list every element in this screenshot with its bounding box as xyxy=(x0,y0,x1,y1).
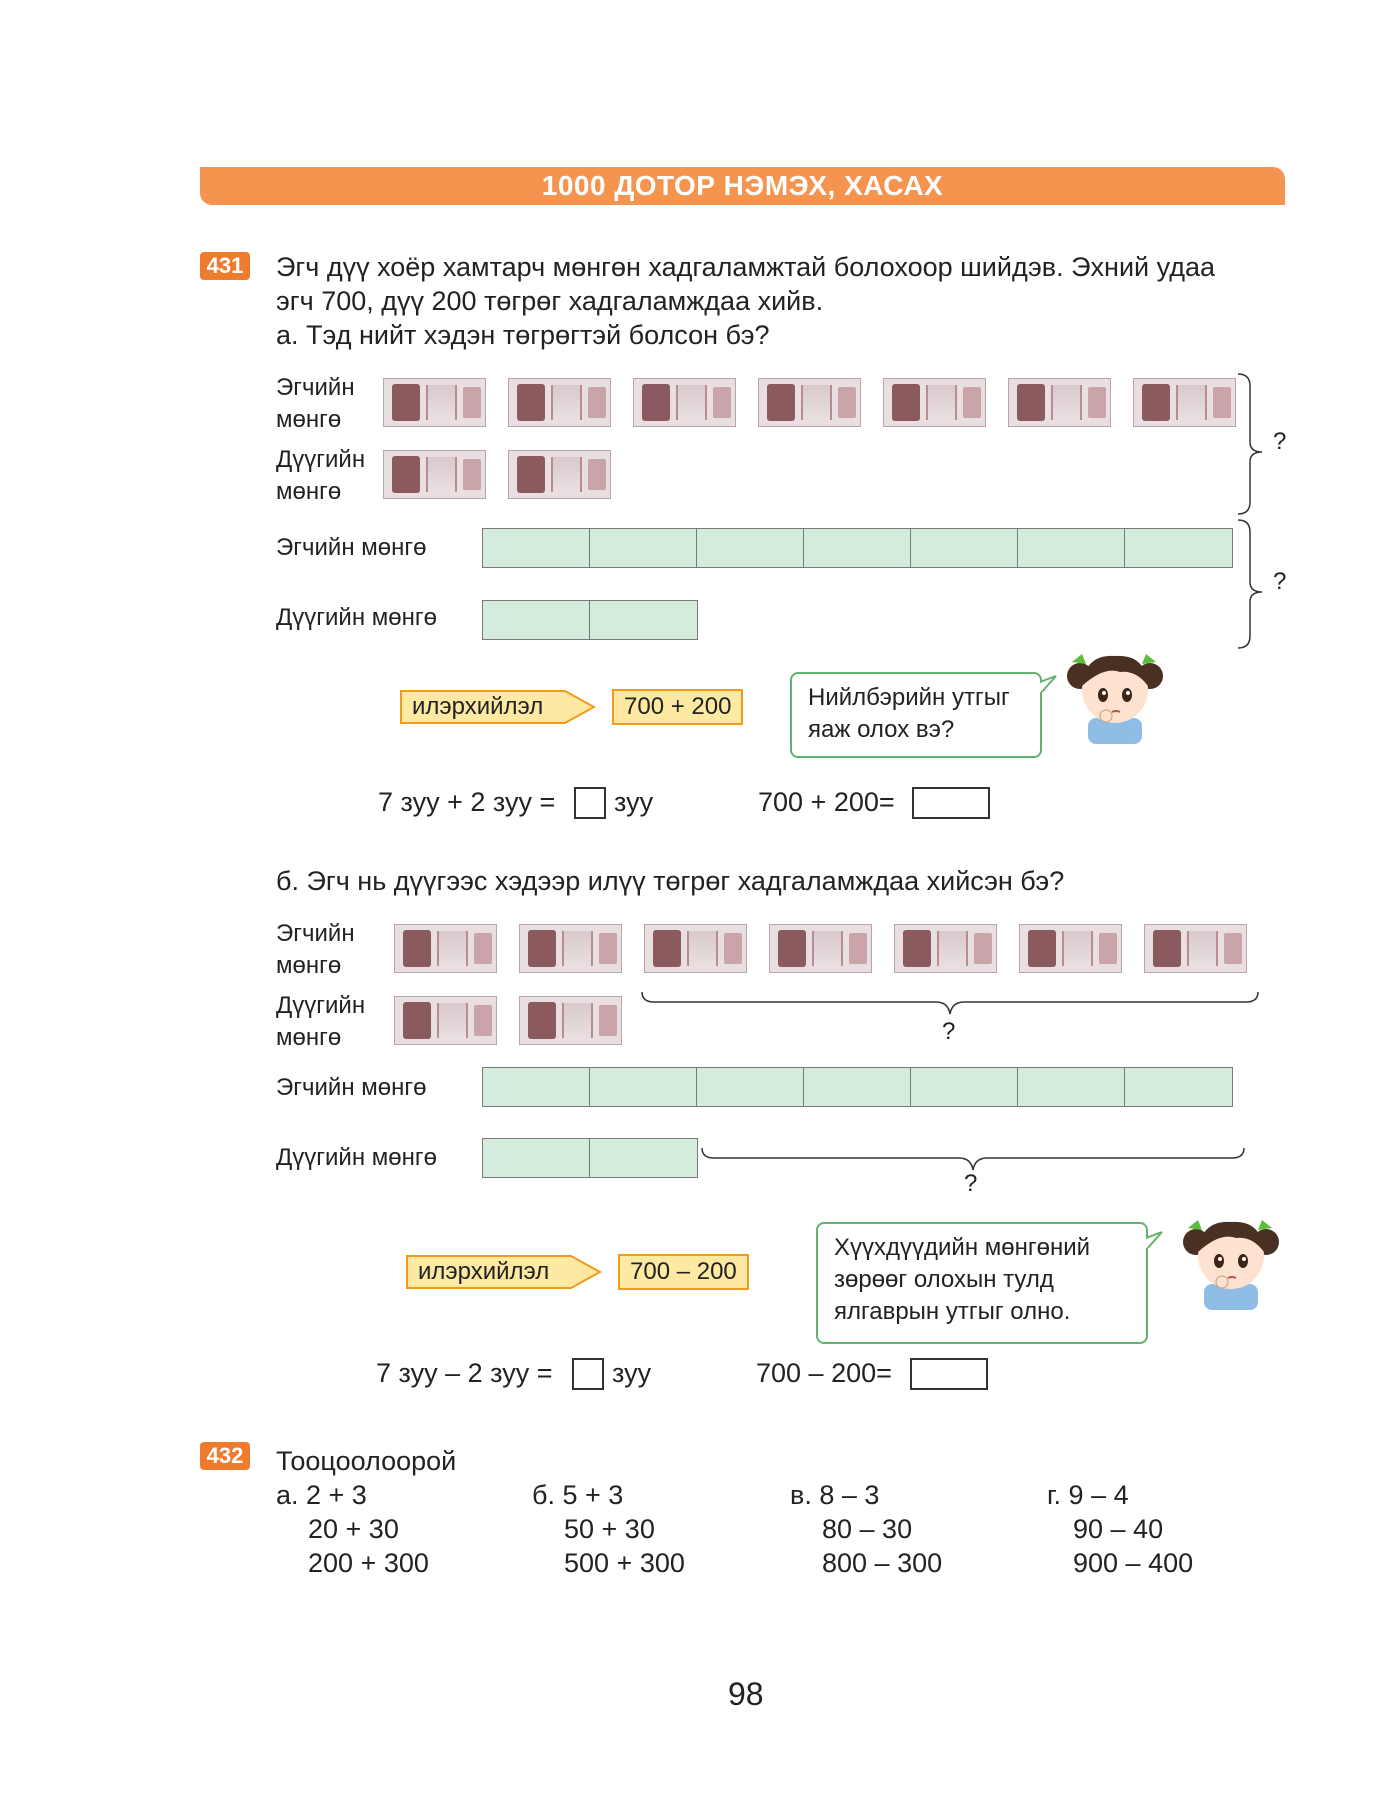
equation-left: 700 + 200= xyxy=(758,787,895,817)
bubble-line: яаж олох вэ? xyxy=(808,716,955,743)
brother-tape-bar xyxy=(482,600,698,640)
calc-line: 90 – 40 xyxy=(1073,1514,1164,1544)
calc-line: 200 + 300 xyxy=(308,1548,429,1578)
brother-tape-bar xyxy=(482,1138,698,1178)
brother-banknotes xyxy=(383,450,611,499)
bubble-tail-icon xyxy=(1040,672,1060,692)
calc-column xyxy=(790,1478,942,1580)
equation-left: 7 зуу + 2 зуу = xyxy=(378,787,556,817)
banknote-100 xyxy=(758,378,861,427)
calc-column xyxy=(1047,1478,1193,1580)
hint-speech-bubble xyxy=(790,672,1042,758)
equation-unit: зуу xyxy=(612,1358,652,1388)
brother-money-label: Дүүгийн xyxy=(276,446,366,473)
banknote-100 xyxy=(394,996,497,1045)
calc-line: г. 9 – 4 xyxy=(1047,1480,1129,1510)
hint-speech-bubble xyxy=(816,1222,1148,1344)
bar-brother-label: Дүүгийн мөнгө xyxy=(276,1144,437,1171)
banknote-100 xyxy=(508,450,611,499)
bar-sister-label: Эгчийн мөнгө xyxy=(276,1074,427,1101)
banknote-100 xyxy=(383,450,486,499)
bubble-tail-icon xyxy=(1146,1228,1166,1248)
brother-money-label: Дүүгийн xyxy=(276,992,366,1019)
banknote-100 xyxy=(1019,924,1122,973)
bubble-line: Хүүхдүүдийн мөнгөний xyxy=(834,1234,1091,1261)
banknote-100 xyxy=(633,378,736,427)
total-brace-icon xyxy=(1236,372,1276,652)
calc-column xyxy=(276,1478,429,1580)
brother-money-label: мөнгө xyxy=(276,1024,342,1051)
question-mark: ? xyxy=(1273,568,1287,595)
expression-label-text: илэрхийлэл xyxy=(412,693,544,720)
question-mark: ? xyxy=(942,1018,956,1045)
banknote-100 xyxy=(394,924,497,973)
sister-tape-bar xyxy=(482,528,1233,568)
expression-box: 700 – 200 xyxy=(618,1254,749,1290)
part-b-question: б. Эгч нь дүүгээс хэдээр илүү төгрөг хадгаламждаа хийсэн бэ? xyxy=(276,866,1065,896)
part-a-question: а. Тэд нийт хэдэн төгрөгтэй болсон бэ? xyxy=(276,320,770,350)
calc-line: 80 – 30 xyxy=(822,1514,913,1544)
brother-banknotes xyxy=(394,996,622,1045)
problem-number-badge: 431 xyxy=(200,252,250,280)
question-mark: ? xyxy=(964,1170,978,1197)
equation-unit: зуу xyxy=(614,787,654,817)
sister-banknotes xyxy=(394,924,1247,973)
difference-brace-icon xyxy=(640,990,1260,1020)
banknote-100 xyxy=(1144,924,1247,973)
calc-line: в. 8 – 3 xyxy=(790,1480,880,1510)
banknote-100 xyxy=(883,378,986,427)
banknote-100 xyxy=(519,996,622,1045)
answer-box[interactable] xyxy=(574,787,606,819)
expression-label-text: илэрхийлэл xyxy=(418,1258,550,1285)
sister-money-label: мөнгө xyxy=(276,952,342,979)
bubble-line: зөрөөг олохын тулд xyxy=(834,1266,1054,1293)
banknote-100 xyxy=(1133,378,1236,427)
banknote-100 xyxy=(519,924,622,973)
problem-text-line1: Эгч дүү хоёр хамтарч мөнгөн хадгаламжтай болохоор шийдэв. Эхний удаа xyxy=(276,252,1216,282)
banknote-100 xyxy=(894,924,997,973)
question-mark: ? xyxy=(1273,428,1287,455)
brother-money-label: мөнгө xyxy=(276,478,342,505)
page-number: 98 xyxy=(728,1676,764,1712)
problem-title: Тооцоолоорой xyxy=(276,1446,457,1476)
calc-line: 800 – 300 xyxy=(822,1548,943,1578)
section-header: 1000 ДОТОР НЭМЭХ, ХАСАХ xyxy=(200,167,1285,205)
answer-box[interactable] xyxy=(910,1358,988,1390)
bar-sister-label: Эгчийн мөнгө xyxy=(276,534,427,561)
bar-brother-label: Дүүгийн мөнгө xyxy=(276,604,437,631)
equation-left: 700 – 200= xyxy=(756,1358,892,1388)
sister-money-label: Эгчийн xyxy=(276,920,355,947)
calc-line: 20 + 30 xyxy=(308,1514,399,1544)
banknote-100 xyxy=(508,378,611,427)
calc-line: 900 – 400 xyxy=(1073,1548,1194,1578)
bubble-line: Нийлбэрийн утгыг xyxy=(808,684,1010,711)
sister-money-label: Эгчийн xyxy=(276,374,355,401)
expression-label-arrow xyxy=(406,1254,549,1290)
calc-column xyxy=(532,1478,685,1580)
answer-box[interactable] xyxy=(572,1358,604,1390)
expression-label-arrow xyxy=(400,689,543,725)
answer-box[interactable] xyxy=(912,787,990,819)
calc-line: 50 + 30 xyxy=(564,1514,655,1544)
banknote-100 xyxy=(1008,378,1111,427)
banknote-100 xyxy=(644,924,747,973)
calc-line: б. 5 + 3 xyxy=(532,1480,624,1510)
sister-banknotes xyxy=(383,378,1236,427)
sister-money-label: мөнгө xyxy=(276,406,342,433)
calc-line: 500 + 300 xyxy=(564,1548,685,1578)
sister-tape-bar xyxy=(482,1067,1233,1107)
girl-character-icon xyxy=(1176,1206,1286,1310)
problem-text-line2: эгч 700, дүү 200 төгрөг хадгаламждаа хийв. xyxy=(276,286,824,316)
banknote-100 xyxy=(383,378,486,427)
banknote-100 xyxy=(769,924,872,973)
calc-line: а. 2 + 3 xyxy=(276,1480,367,1510)
problem-number-badge: 432 xyxy=(200,1442,250,1470)
bubble-line: ялгаврын утгыг олно. xyxy=(834,1298,1071,1325)
girl-character-icon xyxy=(1060,640,1170,744)
equation-left: 7 зуу – 2 зуу = xyxy=(376,1358,553,1388)
expression-box: 700 + 200 xyxy=(612,689,743,725)
